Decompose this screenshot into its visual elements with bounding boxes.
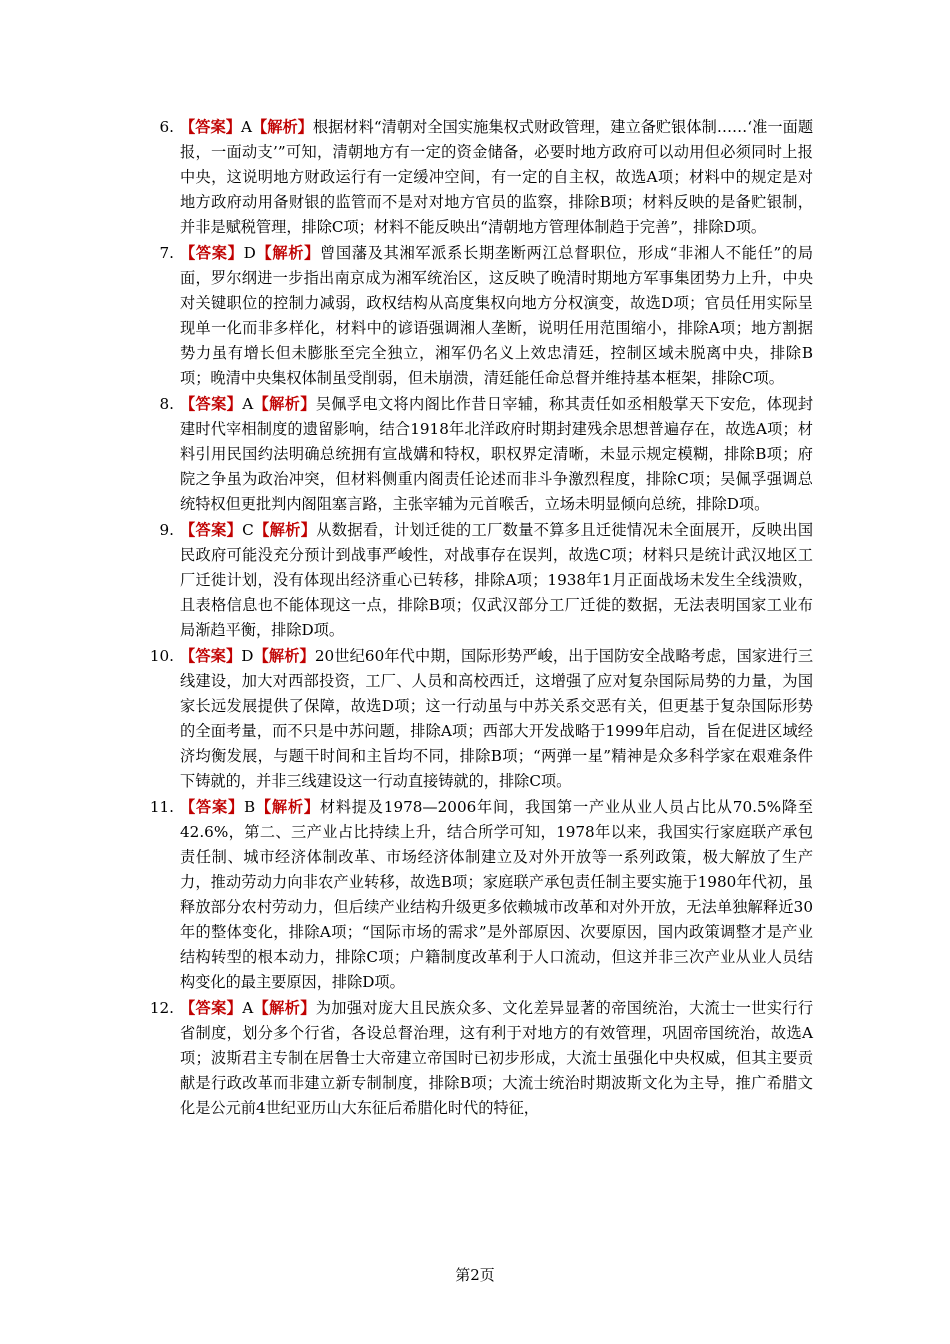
- answer-choice: C: [242, 521, 254, 539]
- item-number: 6.: [159, 118, 174, 136]
- analysis-label: 【解析】: [251, 118, 313, 136]
- answer-item-12: [138, 996, 813, 1121]
- analysis-text: 曾国藩及其湘军派系长期垄断两江总督职位，形成“非湘人不能任”的局面，罗尔纲进一步指出南京成为湘军统治区，这反映了晚清时期地方军事集团势力上升，中央对关键职位的控制力减弱，政权结构从高度集权向地方分权演变，故选D项；官员任用实际呈现单一化而非多样化，材料中的谚语强调湘人垄断，说明任用范围缩小，排除A项；地方割据势力虽有增长但未膨胀至完全独立，湘军仍名义上效忠清廷，控制区域未脱离中央，排除B项；晚清中央集权体制虽受削弱，但未崩溃，清廷能任命总督并维持基本框架，排除C项。: [180, 244, 814, 387]
- analysis-text: 根据材料“清朝对全国实施集权式财政管理，建立备贮银体制……‘准一面题报，一面动支’”可知，清朝地方有一定的资金储备，必要时地方政府可以动用但必须同时上报中央，这说明地方财政运行有一定缓冲空间，有一定的自主权，故选A项；材料中的规定是对地方政府动用备财银的监管而不是对对地方官员的监察，排除B项；材料反映的是备贮银制，并非是赋税管理，排除C项；材料不能反映出“清朝地方管理体制趋于完善”，排除D项。: [180, 118, 814, 236]
- answer-list: [138, 115, 813, 1122]
- analysis-label: 【解析】: [255, 798, 320, 816]
- answer-label: 【答案】: [180, 647, 242, 665]
- answer-item-11: [138, 795, 813, 995]
- analysis-label: 【解析】: [255, 244, 321, 262]
- item-number: 11.: [149, 798, 174, 816]
- analysis-label: 【解析】: [253, 647, 315, 665]
- analysis-text: 材料提及1978—2006年间，我国第一产业从业人员占比从70.5%降至42.6%，第二、三产业占比持续上升，结合所学可知，1978年以来，我国实行家庭联产承包责任制、城市经济体制改革、市场经济体制建立及对外开放等一系列政策，极大解放了生产力，推动劳动力向非农产业转移，故选B项；家庭联产承包责任制主要实施于1980年代初，虽释放部分农村劳动力，但后续产业结构升级更多依赖城市改革和对外开放，无法单独解释近30年的整体变化，排除A项；“国际市场的需求”是外部原因、次要原因，国内政策调整才是产业结构转型的根本动力，排除C项；户籍制度改革利于人口流动，但这并非三次产业从业人员结构变化的最主要原因，排除D项。: [180, 798, 813, 991]
- analysis-text: 20世纪60年代中期，国际形势严峻，出于国防安全战略考虑，国家进行三线建设，加大对西部投资，工厂、人员和高校西迁，这增强了应对复杂国际局势的力量，为国家长远发展提供了保障，故选D项；这一行动虽与中苏关系交恶有关，但更基于复杂国际形势的全面考量，而不只是中苏问题，排除A项；西部大开发战略于1999年启动，旨在促进区域经济均衡发展，与题干时间和主旨均不同，排除B项；“两弹一星”精神是众多科学家在艰难条件下铸就的，并非三线建设这一行动直接铸就的，排除C项。: [180, 647, 814, 790]
- analysis-label: 【解析】: [253, 999, 316, 1017]
- answer-choice: A: [242, 395, 254, 413]
- analysis-text: 从数据看，计划迁徙的工厂数量不算多且迁徙情况未全面展开，反映出国民政府可能没充分预计到战事严峻性，对战事存在误判，故选C项；材料只是统计武汉地区工厂迁徙计划，没有体现出经济重心已转移，排除A项；1938年1月正面战场未发生全线溃败，且表格信息也不能体现这一点，排除B项；仅武汉部分工厂迁徙的数据，无法表明国家工业布局渐趋平衡，排除D项。: [180, 521, 814, 639]
- answer-label: 【答案】: [180, 999, 243, 1017]
- answer-item-10: [138, 644, 813, 794]
- answer-item-9: [138, 518, 813, 643]
- answer-choice: A: [242, 999, 254, 1017]
- analysis-label: 【解析】: [253, 395, 316, 413]
- answer-choice: D: [241, 647, 254, 665]
- page-number: 第2页: [455, 1266, 495, 1284]
- answer-label: 【答案】: [180, 798, 244, 816]
- item-number: 10.: [149, 647, 174, 665]
- item-number: 12.: [149, 999, 174, 1017]
- answer-label: 【答案】: [180, 118, 241, 136]
- answer-label: 【答案】: [180, 244, 244, 262]
- answer-label: 【答案】: [180, 521, 243, 539]
- answer-label: 【答案】: [180, 395, 243, 413]
- answer-item-7: [138, 241, 813, 391]
- answer-item-8: [138, 392, 813, 517]
- item-number: 7.: [159, 244, 174, 262]
- item-number: 9.: [159, 521, 174, 539]
- answer-item-6: [138, 115, 813, 240]
- answer-choice: D: [243, 244, 256, 262]
- analysis-label: 【解析】: [253, 521, 317, 539]
- item-number: 8.: [159, 395, 174, 413]
- analysis-text: 为加强对庞大且民族众多、文化差异显著的帝国统治，大流士一世实行行省制度，划分多个行省，各设总督治理，这有利于对地方的有效管理，巩固帝国统治，故选A项；波斯君主专制在居鲁士大帝建立帝国时已初步形成，大流士虽强化中央权威，但其主要贡献是行政改革而非建立新专制制度，排除B项；大流士统治时期波斯文化为主导，推广希腊文化是公元前4世纪亚历山大东征后希腊化时代的特征，: [180, 999, 814, 1117]
- answer-choice: B: [243, 798, 256, 816]
- analysis-text: 吴佩孚电文将内阁比作昔日宰辅，称其责任如丞相般掌天下安危，体现封建时代宰相制度的遗留影响，结合1918年北洋政府时期封建残余思想普遍存在，故选A项；材料引用民国约法明确总统拥有宣战媾和特权，职权界定清晰，未显示规定模糊，排除B项；府院之争虽为政治冲突，但材料侧重内阁责任论述而非斗争激烈程度，排除C项；吴佩孚强调总统特权但更批判内阁阻塞言路，主张宰辅为元首喉舌，立场未明显倾向总统，排除D项。: [180, 395, 814, 513]
- answer-choice: A: [240, 118, 252, 136]
